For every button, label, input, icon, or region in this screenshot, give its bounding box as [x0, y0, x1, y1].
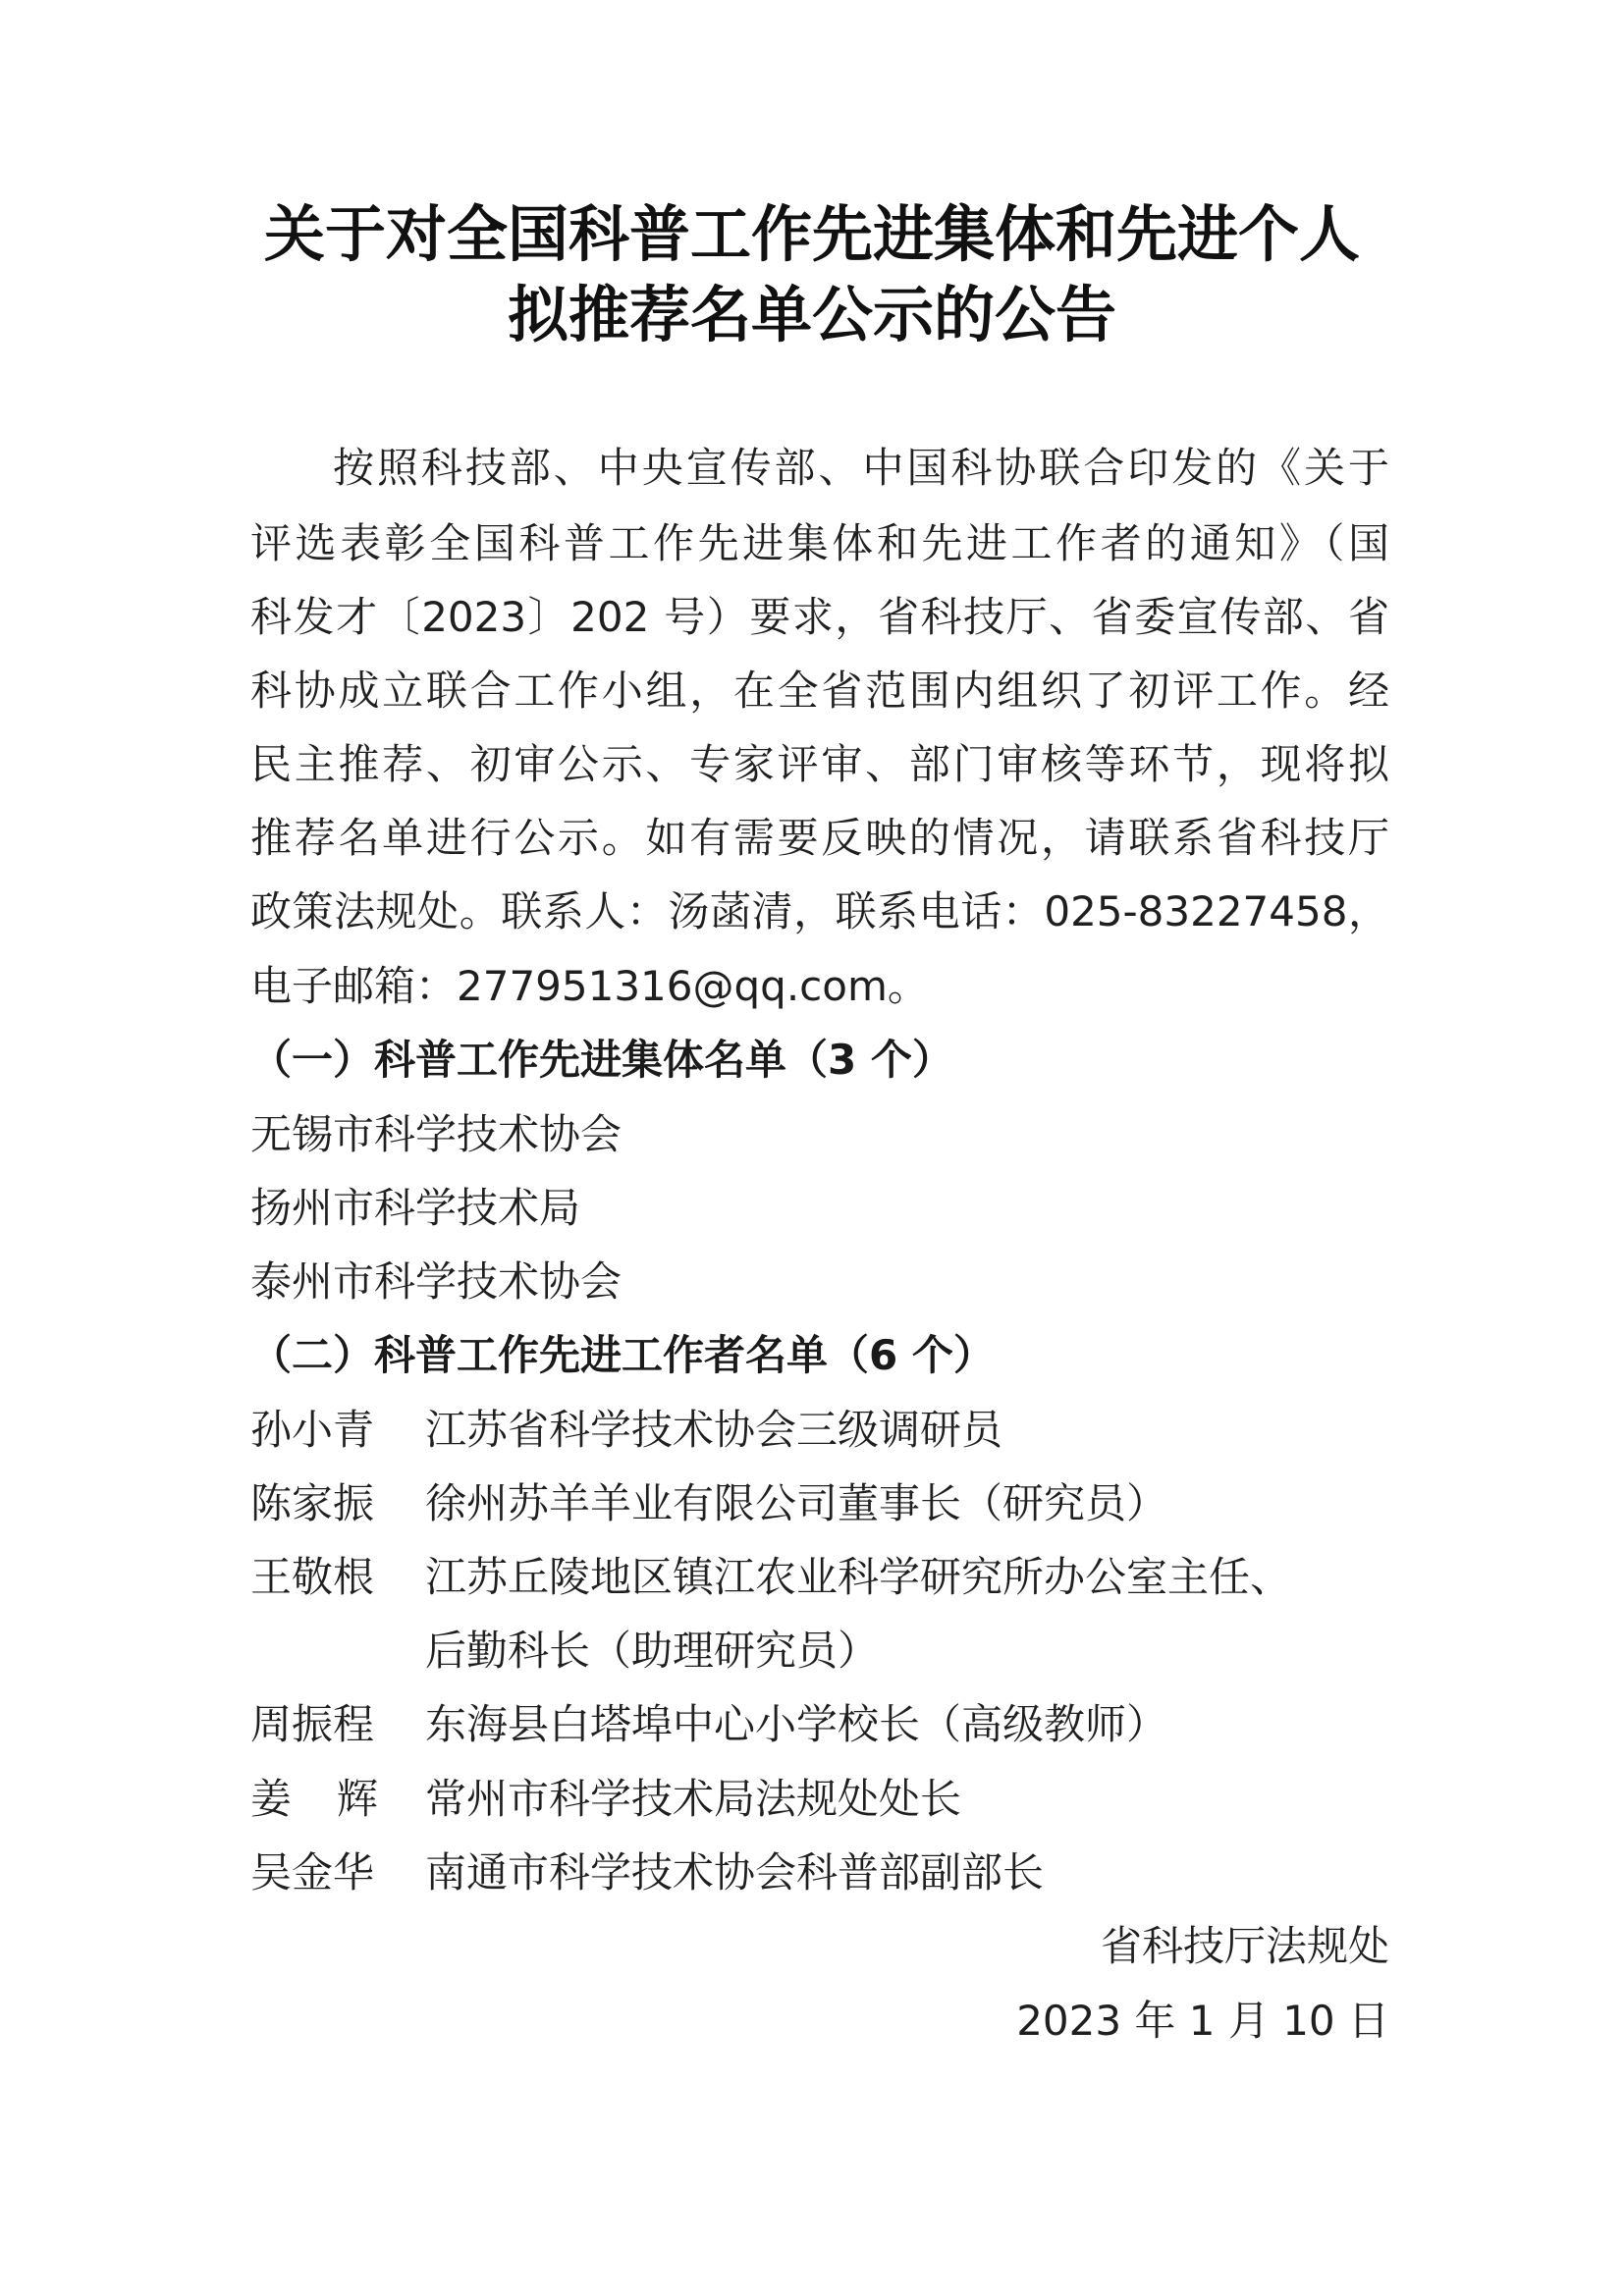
person-name: 周振程: [250, 1700, 375, 1748]
person-name: [250, 1776, 378, 1823]
person-title: 常州市科学技术局法规处处长: [425, 1775, 962, 1823]
collective-item: 无锡市科学技术协会: [250, 1110, 623, 1158]
person-title: 东海县白塔埠中心小学校长（高级教师）: [425, 1700, 1168, 1748]
person-title-continued: 后勤科长（助理研究员）: [425, 1627, 880, 1675]
person-title: 江苏丘陵地区镇江农业科学研究所办公室主任、: [425, 1553, 1292, 1601]
section-heading-workers: （二）科普工作先进工作者名单（6 个）: [250, 1331, 995, 1379]
body-line: 科发才〔2023〕202 号）要求，省科技厅、省委宣传部、省: [250, 593, 1389, 641]
person-name: 王敬根: [250, 1553, 375, 1601]
person-title: 南通市科学技术协会科普部副部长: [425, 1848, 1045, 1896]
body-line: 推荐名单进行公示。如有需要反映的情况，请联系省科技厅: [250, 814, 1389, 862]
body-line: 民主推荐、初审公示、专家评审、部门审核等环节，现将拟: [250, 740, 1389, 788]
page-title-line-1: 关于对全国科普工作先进集体和先进个人: [263, 198, 1360, 270]
signature-org: 省科技厅法规处: [1100, 1922, 1389, 1970]
person-name: 陈家振: [250, 1479, 375, 1527]
body-line: 科协成立联合工作小组，在全省范围内组织了初评工作。经: [250, 667, 1389, 715]
body-line: 评选表彰全国科普工作先进集体和先进工作者的通知》（国: [250, 519, 1389, 567]
body-line: 按照科技部、中央宣传部、中国科协联合印发的《关于: [333, 444, 1389, 492]
page-title-line-2: 拟推荐名单公示的公告: [507, 279, 1116, 350]
collective-item: 扬州市科学技术局: [250, 1184, 581, 1232]
person-title: 江苏省科学技术协会三级调研员: [425, 1406, 1003, 1454]
person-name: 吴金华: [250, 1848, 375, 1896]
section-heading-collectives: （一）科普工作先进集体名单（3 个）: [250, 1036, 953, 1084]
body-line: 电子邮箱：277951316@qq.com。: [250, 962, 929, 1010]
signature-date: 2023 年 1 月 10 日: [1016, 1997, 1389, 2045]
person-name: 孙小青: [250, 1406, 375, 1454]
collective-item: 泰州市科学技术协会: [250, 1257, 623, 1306]
body-line: 政策法规处。联系人：汤菡清，联系电话：025-83227458，: [250, 887, 1389, 935]
person-title: 徐州苏羊羊业有限公司董事长（研究员）: [425, 1479, 1168, 1527]
person-name-text: 姜辉: [250, 1775, 378, 1823]
